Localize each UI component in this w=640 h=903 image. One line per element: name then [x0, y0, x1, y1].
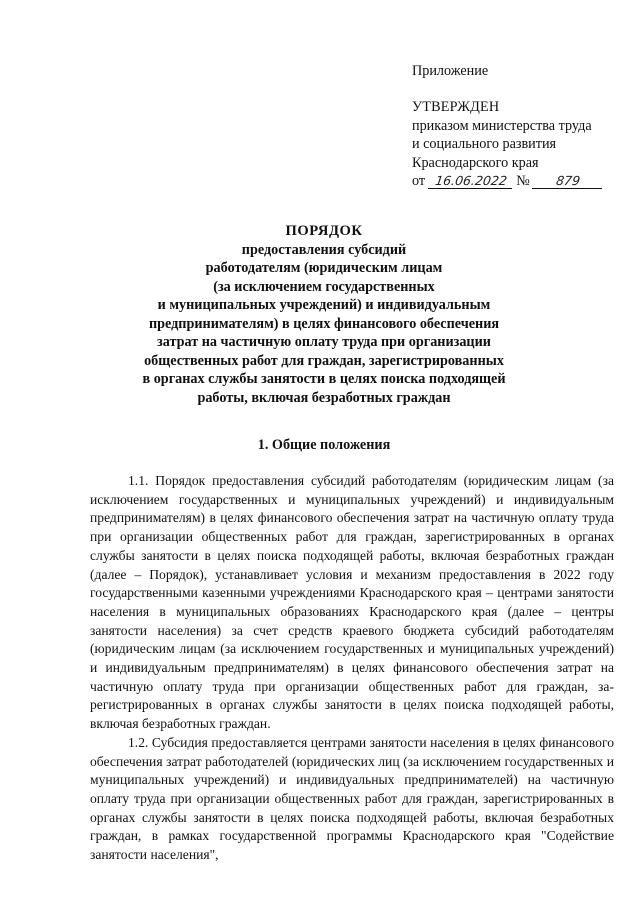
approval-line-2: и социального развития [412, 136, 557, 153]
title-line: общественных работ для граждан, зарегистрированных [144, 352, 504, 369]
paragraph-1-2: 1.2. Субсидия предоставляется центрами занятости населения в целях финансового обеспечения затрат работодателей (юридических лиц (за исключением государственных и муниципальных учреждений) и индивидуальных предпринимателей) на частичную оплату труда при организации общественных работ для граждан, зарегистрированных в органах службы занятости в целях поиска подходящей работы, включая безработных граждан, в рамках государственной программы Краснодарского края "Содействие занятости населения", [90, 734, 614, 863]
number-label: № [516, 173, 530, 190]
title-line: работодателям (юридическим лицам [205, 260, 443, 276]
approval-line-1: приказом министерства труда [412, 117, 592, 134]
title-line: в органах службы занятости в целях поиска подходящей [142, 371, 506, 387]
order-number: 879 [532, 174, 604, 189]
section-heading: 1. Общие положения [257, 437, 391, 453]
order-date-number-line [412, 172, 612, 190]
title-line: затрат на частичную оплату труда при организации [157, 334, 491, 350]
approval-line-3: Краснодарского края [412, 154, 539, 171]
title-line: и муниципальных учреждений) и индивидуальным [157, 297, 491, 313]
document-title [60, 222, 588, 407]
title-line: работы, включая безработных граждан [197, 389, 451, 406]
paragraph-1-1: 1.1. Порядок предоставления субсидий работодателям (юридическим лицам (за исключением государственных и муниципальных учреждений) и индивидуальным предпринимателям) в целях финансового обеспечения затрат на частичную оплату труда при организации общественных работ для граждан, зарегистрированных в органах службы занятости в целях поиска подходящей работы, включая безработных граждан (далее – Порядок), устанавливает условия и механизм предоставления в 2022 году государственными казенными учреждениями Краснодарского края – центрами занятости населения в муниципальных образованиях Краснодарского края (далее – центры занятости населения) за счет средств краевого бюджета субсидий работодателям (юридическим лицам (за исключением государственных и муниципальных учреждений) и индивидуальным предпринимателям) в целях финансового обеспечения затрат на частичную оплату труда при организации общественных работ для граждан, зарегистрированных в органах службы занятости в целях поиска подходящей работы, включая безработных граждан. [90, 473, 614, 732]
title-line: (за исключением государственных [213, 278, 435, 295]
title-main: ПОРЯДОК [285, 223, 363, 239]
from-label: от [412, 173, 426, 190]
approval-block [412, 62, 612, 190]
title-line: предоставления субсидий [241, 241, 407, 258]
annex-label: Приложение [412, 63, 489, 79]
approved-label: УТВЕРЖДЕН [412, 99, 500, 116]
order-date: 16.06.2022 [428, 174, 514, 189]
document-body [90, 472, 614, 865]
title-line: предпринимателям) в целях финансового обеспечения [148, 315, 500, 332]
